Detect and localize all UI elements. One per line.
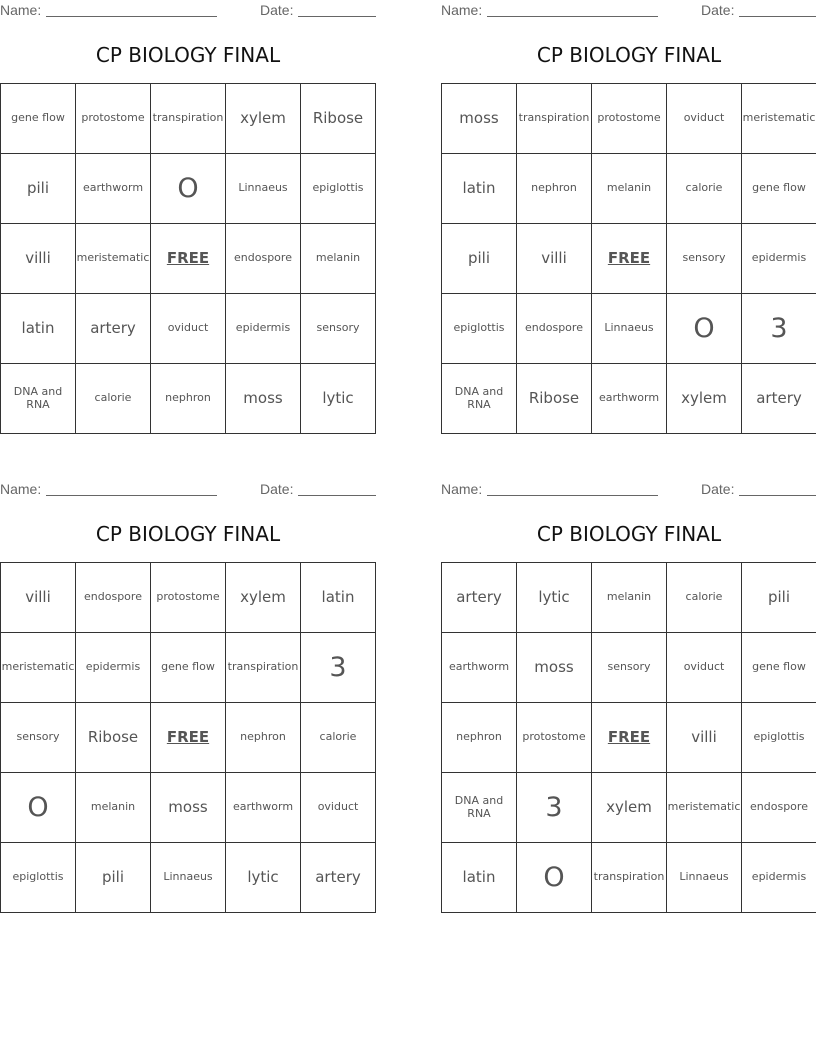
bingo-cell: transpiration	[226, 633, 301, 703]
bingo-cell: sensory	[592, 633, 667, 703]
bingo-cell: moss	[442, 84, 517, 154]
card-header	[441, 0, 816, 22]
bingo-cell: meristematic	[1, 633, 76, 703]
date-label: Date:	[260, 481, 294, 497]
bingo-cell: O	[517, 843, 592, 913]
bingo-cell: pili	[742, 563, 816, 633]
name-line	[487, 16, 658, 17]
free-space-cell: FREE	[592, 224, 667, 294]
bingo-cell: moss	[151, 773, 226, 843]
bingo-cell: epidermis	[226, 294, 301, 364]
bingo-card-2	[441, 0, 816, 411]
name-label: Name:	[0, 481, 42, 497]
bingo-cell: Linnaeus	[667, 843, 742, 913]
free-space-cell: FREE	[592, 703, 667, 773]
date-line	[739, 495, 816, 496]
bingo-card-4	[441, 479, 816, 893]
bingo-cell: meristematic	[76, 224, 151, 294]
bingo-cell: lytic	[226, 843, 301, 913]
bingo-cell: melanin	[592, 154, 667, 224]
bingo-cell: protostome	[151, 563, 226, 633]
bingo-cell: 3	[517, 773, 592, 843]
bingo-cell: xylem	[667, 364, 742, 434]
name-label: Name:	[441, 2, 483, 18]
bingo-cell: earthworm	[442, 633, 517, 703]
bingo-cell: Linnaeus	[151, 843, 226, 913]
card-header	[0, 479, 376, 501]
bingo-cell: melanin	[76, 773, 151, 843]
card-header	[441, 479, 816, 501]
bingo-grid	[441, 83, 816, 434]
bingo-cell: melanin	[301, 224, 376, 294]
bingo-cell: gene flow	[742, 154, 816, 224]
bingo-cell: latin	[442, 154, 517, 224]
card-title: CP BIOLOGY FINAL	[536, 522, 722, 546]
bingo-cell: oviduct	[301, 773, 376, 843]
bingo-cell: earthworm	[592, 364, 667, 434]
bingo-cell: pili	[76, 843, 151, 913]
bingo-cell: Ribose	[517, 364, 592, 434]
bingo-cell: Linnaeus	[226, 154, 301, 224]
bingo-cell: xylem	[226, 84, 301, 154]
bingo-cell: calorie	[76, 364, 151, 434]
bingo-cell: villi	[1, 224, 76, 294]
bingo-cell: O	[667, 294, 742, 364]
bingo-cell: calorie	[667, 154, 742, 224]
bingo-cell: lytic	[517, 563, 592, 633]
bingo-cell: 3	[301, 633, 376, 703]
bingo-cell: Ribose	[301, 84, 376, 154]
bingo-cell: endospore	[742, 773, 816, 843]
bingo-cell: DNA and RNA	[442, 364, 517, 434]
card-title: CP BIOLOGY FINAL	[95, 43, 281, 67]
name-line	[487, 495, 658, 496]
bingo-cell: oviduct	[151, 294, 226, 364]
bingo-cell: pili	[1, 154, 76, 224]
bingo-cell: epidermis	[742, 224, 816, 294]
bingo-cell: transpiration	[592, 843, 667, 913]
name-line	[46, 16, 217, 17]
bingo-cell: latin	[442, 843, 517, 913]
bingo-cell: epiglottis	[301, 154, 376, 224]
bingo-cell: villi	[667, 703, 742, 773]
bingo-cell: nephron	[151, 364, 226, 434]
card-header	[0, 0, 376, 22]
bingo-cell: Linnaeus	[592, 294, 667, 364]
date-label: Date:	[701, 2, 735, 18]
bingo-cell: O	[151, 154, 226, 224]
bingo-cell: pili	[442, 224, 517, 294]
bingo-cell: sensory	[301, 294, 376, 364]
bingo-cell: epidermis	[76, 633, 151, 703]
bingo-cell: epidermis	[742, 843, 816, 913]
bingo-cell: meristematic	[667, 773, 742, 843]
bingo-cell: xylem	[226, 563, 301, 633]
bingo-cell: artery	[76, 294, 151, 364]
bingo-cell: gene flow	[1, 84, 76, 154]
bingo-cell: villi	[1, 563, 76, 633]
name-line	[46, 495, 217, 496]
date-line	[298, 16, 376, 17]
bingo-grid	[441, 562, 816, 913]
name-label: Name:	[441, 481, 483, 497]
free-space-cell: FREE	[151, 703, 226, 773]
bingo-cell: lytic	[301, 364, 376, 434]
bingo-cell: artery	[301, 843, 376, 913]
bingo-cell: artery	[742, 364, 816, 434]
bingo-cell: earthworm	[226, 773, 301, 843]
bingo-cell: oviduct	[667, 84, 742, 154]
bingo-cell: epiglottis	[1, 843, 76, 913]
bingo-cell: Ribose	[76, 703, 151, 773]
name-label: Name:	[0, 2, 42, 18]
bingo-cell: sensory	[667, 224, 742, 294]
free-space-cell: FREE	[151, 224, 226, 294]
bingo-cell: xylem	[592, 773, 667, 843]
card-title: CP BIOLOGY FINAL	[95, 522, 281, 546]
bingo-cell: melanin	[592, 563, 667, 633]
bingo-grid	[0, 562, 376, 913]
bingo-cell: epiglottis	[742, 703, 816, 773]
bingo-cell: gene flow	[742, 633, 816, 703]
bingo-cell: transpiration	[151, 84, 226, 154]
bingo-cell: meristematic	[742, 84, 816, 154]
bingo-cell: artery	[442, 563, 517, 633]
bingo-cell: protostome	[592, 84, 667, 154]
date-line	[298, 495, 376, 496]
bingo-cell: moss	[517, 633, 592, 703]
date-label: Date:	[260, 2, 294, 18]
date-label: Date:	[701, 481, 735, 497]
bingo-cell: nephron	[442, 703, 517, 773]
bingo-cell: sensory	[1, 703, 76, 773]
bingo-cell: latin	[301, 563, 376, 633]
bingo-cell: nephron	[226, 703, 301, 773]
bingo-card-1	[0, 0, 376, 411]
bingo-cell: calorie	[301, 703, 376, 773]
bingo-card-3	[0, 479, 376, 887]
bingo-cell: protostome	[76, 84, 151, 154]
bingo-cell: moss	[226, 364, 301, 434]
bingo-cell: gene flow	[151, 633, 226, 703]
date-line	[739, 16, 816, 17]
bingo-cell: oviduct	[667, 633, 742, 703]
bingo-cell: endospore	[76, 563, 151, 633]
bingo-cell: villi	[517, 224, 592, 294]
bingo-cell: latin	[1, 294, 76, 364]
bingo-cell: transpiration	[517, 84, 592, 154]
bingo-cell: DNA and RNA	[1, 364, 76, 434]
bingo-grid	[0, 83, 376, 434]
bingo-cell: nephron	[517, 154, 592, 224]
bingo-cell: earthworm	[76, 154, 151, 224]
bingo-cell: DNA and RNA	[442, 773, 517, 843]
bingo-cell: 3	[742, 294, 816, 364]
bingo-cell: epiglottis	[442, 294, 517, 364]
card-title: CP BIOLOGY FINAL	[536, 43, 722, 67]
bingo-cell: endospore	[226, 224, 301, 294]
bingo-cell: protostome	[517, 703, 592, 773]
bingo-cell: endospore	[517, 294, 592, 364]
bingo-cell: O	[1, 773, 76, 843]
bingo-cell: calorie	[667, 563, 742, 633]
